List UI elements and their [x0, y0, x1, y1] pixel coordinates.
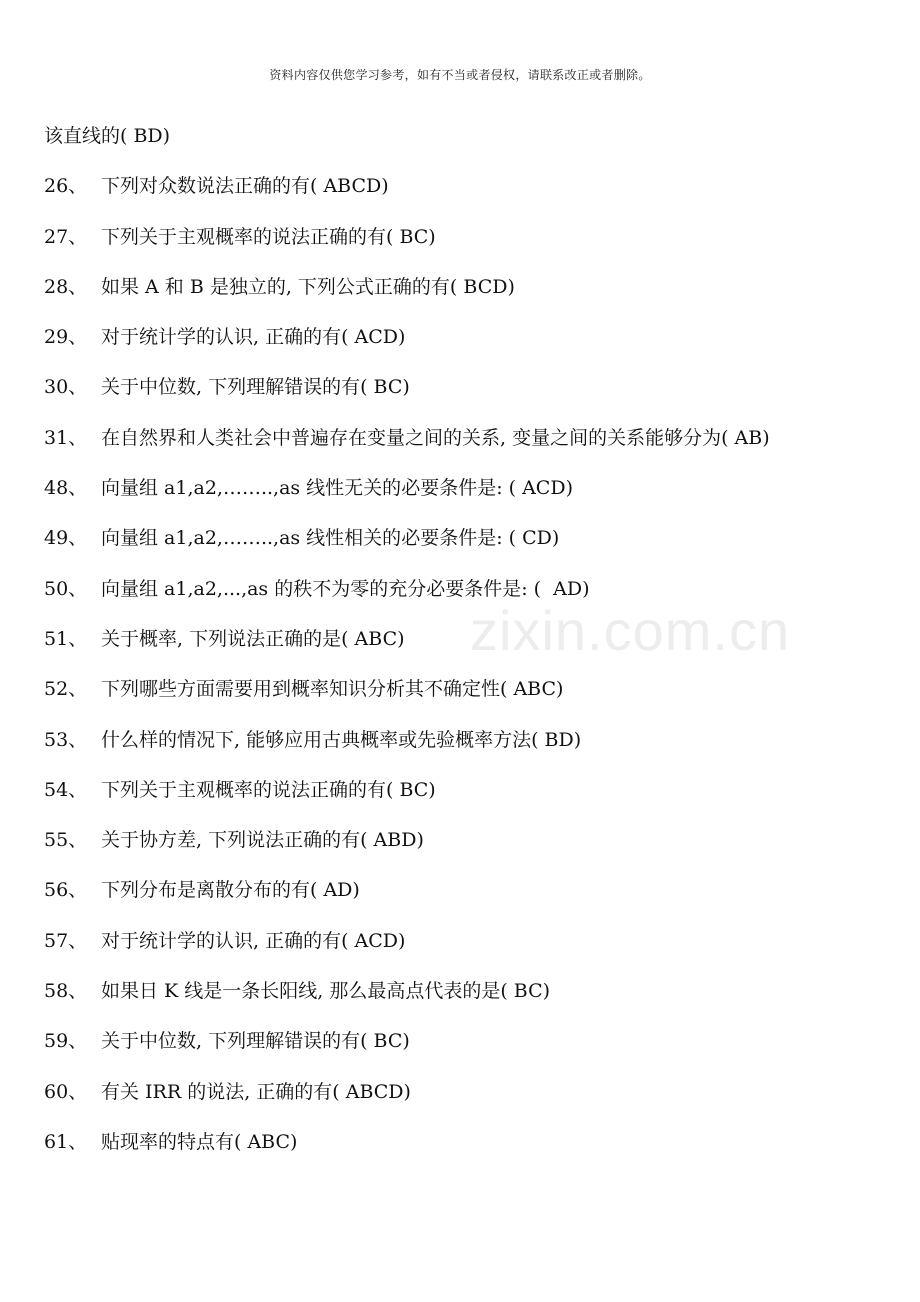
question-number: 58、 — [44, 980, 88, 1003]
question-number: 52、 — [44, 678, 88, 701]
question-item — [44, 671, 904, 721]
question-number: 49、 — [44, 527, 88, 550]
question-item — [44, 168, 904, 218]
question-text: 下列哪些方面需要用到概率知识分析其不确定性( ABC) — [101, 678, 564, 701]
question-text: 对于统计学的认识, 正确的有( ACD) — [101, 326, 406, 349]
question-text: 向量组 a1,a2,……..,as 线性相关的必要条件是: ( CD) — [101, 527, 560, 550]
question-item — [44, 822, 904, 872]
question-item — [44, 420, 904, 470]
question-item — [44, 319, 904, 369]
watermark: zixin.com.cn — [470, 599, 791, 662]
question-number: 61、 — [44, 1130, 88, 1153]
question-number: 54、 — [44, 778, 88, 801]
question-text: 有关 IRR 的说法, 正确的有( ABCD) — [101, 1080, 411, 1103]
question-item — [44, 772, 904, 822]
question-text: 关于协方差, 下列说法正确的有( ABD) — [101, 829, 424, 852]
question-item — [44, 369, 904, 419]
question-item — [44, 219, 904, 269]
question-number: 30、 — [44, 376, 88, 399]
question-text: 下列关于主观概率的说法正确的有( BC) — [101, 778, 436, 801]
document-body — [44, 118, 904, 1174]
question-text: 下列分布是离散分布的有( AD) — [101, 879, 360, 902]
question-item — [44, 470, 904, 520]
question-number: 27、 — [44, 225, 88, 248]
question-text: 关于中位数, 下列理解错误的有( BC) — [101, 376, 410, 399]
question-number: 48、 — [44, 477, 88, 500]
question-list — [44, 168, 904, 1174]
question-text: 什么样的情况下, 能够应用古典概率或先验概率方法( BD) — [101, 728, 582, 751]
question-item — [44, 722, 904, 772]
question-number: 29、 — [44, 326, 88, 349]
question-text: 对于统计学的认识, 正确的有( ACD) — [101, 929, 406, 952]
question-text: 下列关于主观概率的说法正确的有( BC) — [101, 225, 436, 248]
question-number: 53、 — [44, 728, 88, 751]
question-text: 如果 A 和 B 是独立的, 下列公式正确的有( BCD) — [101, 275, 515, 298]
question-number: 55、 — [44, 829, 88, 852]
question-item — [44, 973, 904, 1023]
question-text: 如果日 K 线是一条长阳线, 那么最高点代表的是( BC) — [101, 980, 551, 1003]
question-text: 在自然界和人类社会中普遍存在变量之间的关系, 变量之间的关系能够分为( AB) — [101, 426, 770, 449]
question-number: 60、 — [44, 1080, 88, 1103]
question-number: 31、 — [44, 426, 88, 449]
question-item — [44, 621, 904, 671]
continued-question-line: 该直线的( BD) — [44, 125, 171, 147]
question-number: 56、 — [44, 879, 88, 902]
question-item — [44, 520, 904, 570]
question-item — [44, 1023, 904, 1073]
question-text: 关于概率, 下列说法正确的是( ABC) — [101, 627, 405, 650]
question-number: 50、 — [44, 577, 88, 600]
question-item — [44, 923, 904, 973]
question-number: 57、 — [44, 929, 88, 952]
question-item — [44, 269, 904, 319]
question-number: 51、 — [44, 627, 88, 650]
question-number: 26、 — [44, 175, 88, 198]
question-text: 向量组 a1,a2,...,as 的秩不为零的充分必要条件是: ( AD) — [101, 577, 590, 600]
question-text: 向量组 a1,a2,……..,as 线性无关的必要条件是: ( ACD) — [101, 477, 573, 500]
question-item — [44, 1074, 904, 1124]
question-item — [44, 872, 904, 922]
question-text: 关于中位数, 下列理解错误的有( BC) — [101, 1030, 410, 1053]
question-text: 贴现率的特点有( ABC) — [101, 1130, 298, 1153]
header-disclaimer: 资料内容仅供您学习参考，如有不当或者侵权，请联系改正或者删除。 — [269, 68, 651, 82]
question-item — [44, 1124, 904, 1174]
question-number: 59、 — [44, 1030, 88, 1053]
question-text: 下列对众数说法正确的有( ABCD) — [101, 175, 389, 198]
question-number: 28、 — [44, 275, 88, 298]
question-item — [44, 571, 904, 621]
